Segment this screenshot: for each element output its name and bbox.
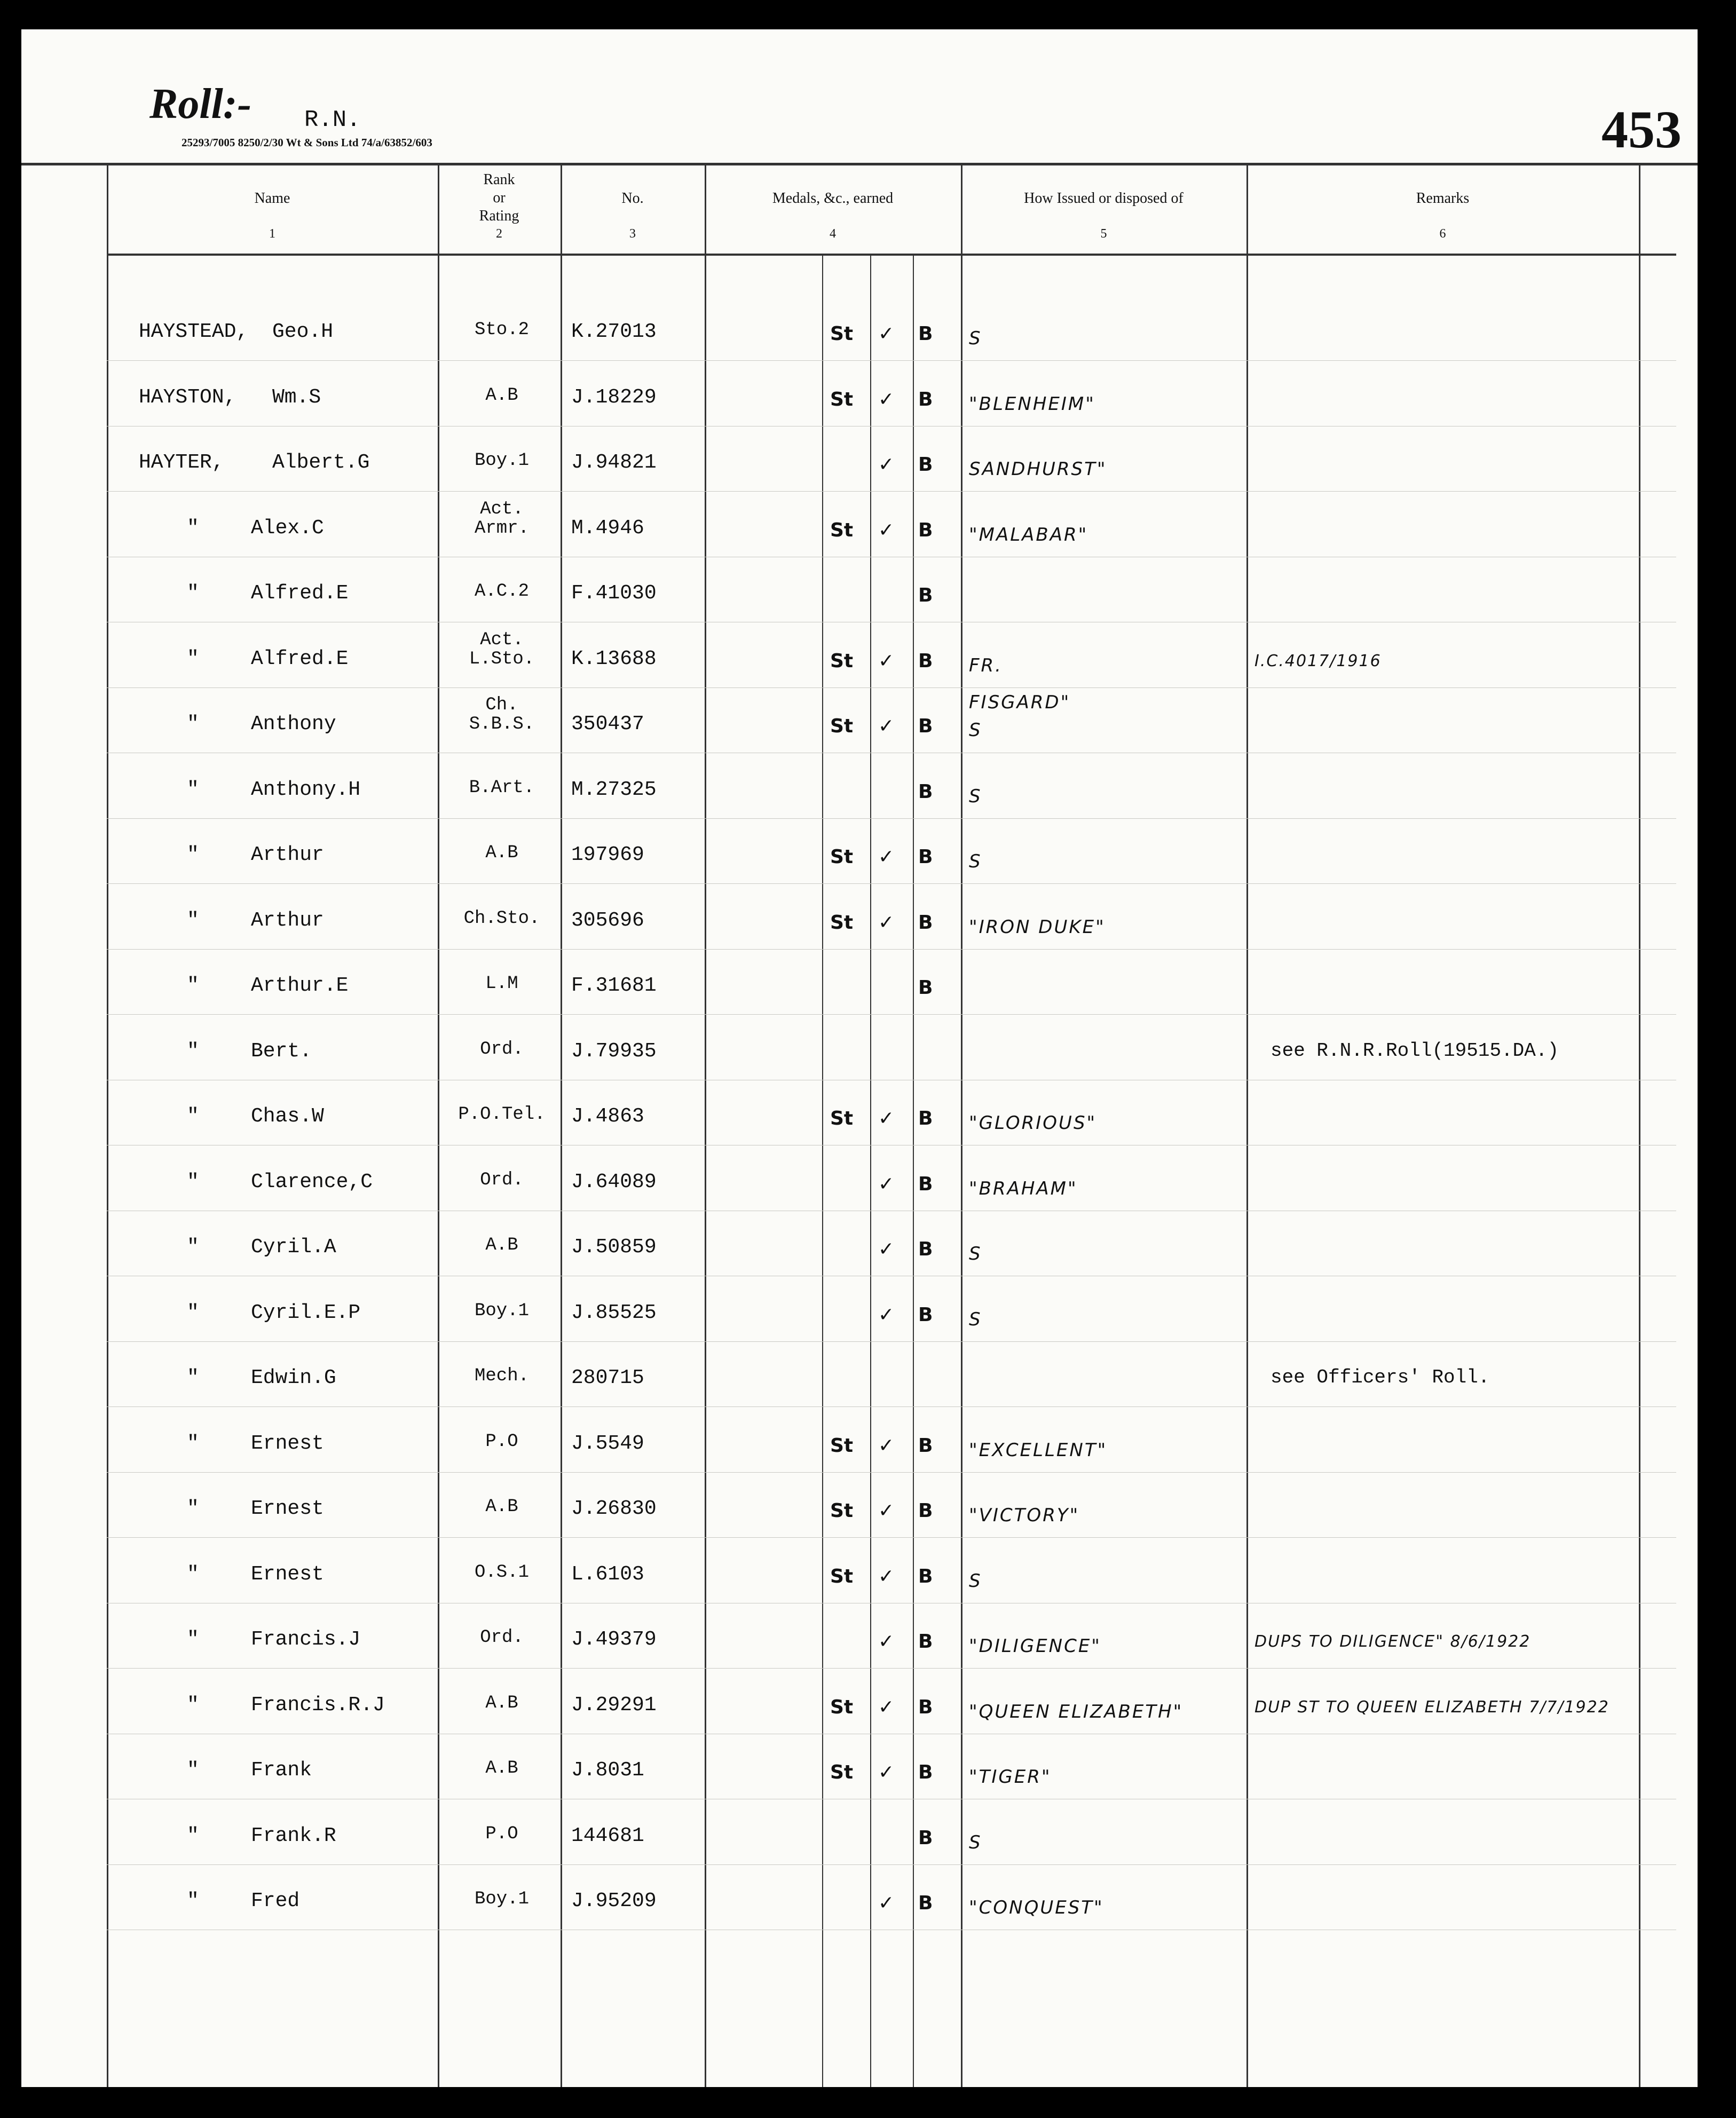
entry-war-medal-tick: ✓ bbox=[878, 1303, 895, 1326]
entry-number: 197969 bbox=[571, 843, 644, 866]
entry-victory-medal: B bbox=[918, 1108, 933, 1129]
entry-issued: S bbox=[969, 1831, 982, 1853]
entry-forename: Frank bbox=[251, 1759, 312, 1782]
entry-victory-medal: B bbox=[918, 1761, 933, 1783]
entry-number: J.50859 bbox=[571, 1236, 657, 1259]
entry-victory-medal: B bbox=[918, 454, 933, 476]
entry-number: 280715 bbox=[571, 1366, 644, 1389]
row-rule bbox=[107, 1341, 1676, 1342]
entry-surname: HAYTER, bbox=[139, 451, 224, 474]
entry-forename: Cyril.E.P bbox=[251, 1301, 361, 1324]
header-top-rule bbox=[21, 163, 1698, 165]
entry-war-medal-tick: ✓ bbox=[878, 1696, 895, 1718]
row-rule bbox=[107, 883, 1676, 884]
column-number: 1 bbox=[269, 227, 275, 241]
entry-forename: Chas.W bbox=[251, 1105, 324, 1128]
entry-rank: Ord. bbox=[480, 1627, 524, 1648]
entry-rank: Ch.Sto. bbox=[463, 908, 540, 929]
entry-rank: A.B bbox=[485, 1693, 518, 1713]
entry-surname: " bbox=[187, 843, 199, 866]
entry-rank: Boy.1 bbox=[474, 1889, 530, 1909]
roll-value: R.N. bbox=[304, 107, 361, 133]
entry-rank: Boy.1 bbox=[474, 451, 530, 471]
entry-war-medal-tick: ✓ bbox=[878, 846, 895, 868]
row-rule bbox=[107, 949, 1676, 950]
entry-forename: Fred bbox=[251, 1890, 300, 1912]
entry-star-medal: St bbox=[830, 1500, 854, 1522]
row-rule bbox=[107, 818, 1676, 819]
entry-forename: Arthur bbox=[251, 908, 324, 932]
column-number: 5 bbox=[1100, 227, 1107, 241]
entry-forename: Frank.R bbox=[251, 1824, 336, 1847]
entry-surname: " bbox=[187, 1039, 199, 1063]
entry-victory-medal: B bbox=[918, 1827, 933, 1849]
entry-surname: " bbox=[187, 582, 199, 605]
page-number: 453 bbox=[1601, 100, 1682, 159]
entry-surname: HAYSTEAD, bbox=[139, 320, 249, 343]
entry-number: J.85525 bbox=[571, 1301, 657, 1324]
entry-forename: Ernest bbox=[251, 1497, 324, 1520]
entry-victory-medal: B bbox=[918, 388, 933, 410]
entry-star-medal: St bbox=[830, 1108, 854, 1129]
entry-surname: " bbox=[187, 908, 199, 932]
row-rule bbox=[107, 687, 1676, 688]
entry-rank: A.B bbox=[485, 1235, 518, 1255]
entry-victory-medal: B bbox=[918, 1500, 933, 1522]
entry-star-medal: St bbox=[830, 1434, 854, 1457]
entry-issued: "IRON DUKE" bbox=[969, 916, 1106, 938]
entry-issued: S bbox=[969, 1570, 982, 1592]
entry-number: J.29291 bbox=[571, 1693, 657, 1717]
entry-number: K.13688 bbox=[571, 647, 657, 670]
entry-surname: " bbox=[187, 1759, 199, 1782]
entry-forename: Clarence,C bbox=[251, 1170, 373, 1194]
entry-victory-medal: B bbox=[918, 1565, 933, 1587]
entry-war-medal-tick: ✓ bbox=[878, 650, 895, 672]
entry-forename: Ernest bbox=[251, 1562, 324, 1586]
entry-number: J.64089 bbox=[571, 1170, 657, 1194]
entry-forename: Alfred.E bbox=[251, 582, 349, 605]
entry-war-medal-tick: ✓ bbox=[878, 1631, 895, 1653]
roll-label: Roll:- bbox=[149, 81, 252, 128]
entry-issued: "VICTORY" bbox=[969, 1505, 1080, 1526]
entry-issued: SANDHURST" bbox=[969, 459, 1107, 480]
entry-remarks: DUPS TO DILIGENCE" 8/6/1922 bbox=[1254, 1632, 1531, 1651]
column-header-name: Name bbox=[254, 190, 290, 207]
entry-issued: "BRAHAM" bbox=[969, 1177, 1078, 1199]
entry-war-medal-tick: ✓ bbox=[878, 1238, 895, 1260]
entry-issued: "EXCELLENT" bbox=[969, 1439, 1108, 1461]
entry-rank: Ord. bbox=[480, 1039, 524, 1060]
entry-surname: " bbox=[187, 713, 199, 736]
entry-number: J.49379 bbox=[571, 1628, 657, 1651]
entry-issued: "BLENHEIM" bbox=[969, 393, 1095, 415]
entry-forename: Francis.R.J bbox=[251, 1693, 385, 1717]
row-rule bbox=[107, 1537, 1676, 1538]
medal-subcolumn-divider bbox=[870, 254, 871, 2087]
entry-number: F.41030 bbox=[571, 582, 657, 605]
column-number: 3 bbox=[629, 227, 636, 241]
entry-forename: Bert. bbox=[251, 1039, 312, 1063]
entry-victory-medal: B bbox=[918, 1696, 933, 1718]
entry-forename: Edwin.G bbox=[251, 1366, 336, 1389]
entry-victory-medal: B bbox=[918, 977, 933, 999]
entry-rank: Sto.2 bbox=[474, 320, 530, 340]
entry-surname: " bbox=[187, 647, 199, 670]
row-rule bbox=[107, 1472, 1676, 1473]
entry-number: J.94821 bbox=[571, 451, 657, 474]
entry-war-medal-tick: ✓ bbox=[878, 1892, 895, 1914]
entry-surname: " bbox=[187, 1432, 199, 1455]
entry-victory-medal: B bbox=[918, 911, 933, 934]
entry-issued: "CONQUEST" bbox=[969, 1897, 1104, 1918]
row-rule bbox=[107, 1864, 1676, 1865]
entry-surname: " bbox=[187, 1301, 199, 1324]
row-rule bbox=[107, 491, 1676, 492]
entry-forename: Francis.J bbox=[251, 1628, 361, 1651]
entry-surname: " bbox=[187, 1497, 199, 1520]
entry-star-medal: St bbox=[830, 1565, 854, 1587]
entry-victory-medal: B bbox=[918, 650, 933, 672]
entry-surname: " bbox=[187, 1562, 199, 1586]
entry-issued: "DILIGENCE" bbox=[969, 1635, 1101, 1657]
entry-forename: Geo.H bbox=[272, 320, 334, 343]
entry-forename: Albert.G bbox=[272, 451, 370, 474]
entry-surname: " bbox=[187, 516, 199, 540]
medal-subcolumn-divider bbox=[822, 254, 823, 2087]
entry-surname: " bbox=[187, 778, 199, 801]
entry-rank: A.B bbox=[485, 843, 518, 863]
entry-number: J.8031 bbox=[571, 1759, 644, 1782]
entry-surname: " bbox=[187, 1236, 199, 1259]
entry-issued: S bbox=[969, 328, 982, 349]
entry-star-medal: St bbox=[830, 911, 854, 934]
print-code: 25293/7005 8250/2/30 Wt & Sons Ltd 74/a/63852/603 bbox=[182, 136, 432, 149]
entry-rank: B.Art. bbox=[469, 777, 535, 798]
column-header-remarks: Remarks bbox=[1416, 190, 1470, 207]
entry-victory-medal: B bbox=[918, 323, 933, 345]
entry-surname: " bbox=[187, 1628, 199, 1651]
entry-number: K.27013 bbox=[571, 320, 657, 343]
entry-forename: Alfred.E bbox=[251, 647, 349, 670]
column-header-medals: Medals, &c., earned bbox=[772, 190, 894, 207]
entry-issued: "QUEEN ELIZABETH" bbox=[969, 1701, 1183, 1722]
entry-number: 350437 bbox=[571, 713, 644, 736]
entry-star-medal: St bbox=[830, 519, 854, 541]
entry-star-medal: St bbox=[830, 846, 854, 868]
entry-surname: " bbox=[187, 1170, 199, 1194]
entry-victory-medal: B bbox=[918, 1892, 933, 1914]
entry-war-medal-tick: ✓ bbox=[878, 911, 895, 934]
entry-number: L.6103 bbox=[571, 1562, 644, 1586]
entry-forename: Cyril.A bbox=[251, 1236, 336, 1259]
column-number: 4 bbox=[830, 227, 836, 241]
entry-star-medal: St bbox=[830, 715, 854, 737]
entry-surname: " bbox=[187, 1693, 199, 1717]
entry-victory-medal: B bbox=[918, 715, 933, 737]
entry-forename: Wm.S bbox=[272, 385, 321, 409]
entry-rank: P.O bbox=[485, 1823, 518, 1844]
entry-rank: O.S.1 bbox=[474, 1562, 530, 1583]
medal-subcolumn-divider bbox=[913, 254, 914, 2087]
entry-issued: S bbox=[969, 1308, 982, 1330]
entry-victory-medal: B bbox=[918, 846, 933, 868]
header-bottom-rule bbox=[107, 254, 1676, 256]
entry-war-medal-tick: ✓ bbox=[878, 519, 895, 541]
entry-victory-medal: B bbox=[918, 1238, 933, 1260]
entry-number: J.79935 bbox=[571, 1039, 657, 1063]
column-number: 2 bbox=[496, 227, 502, 241]
entry-surname: " bbox=[187, 1890, 199, 1912]
column-number: 6 bbox=[1439, 227, 1446, 241]
entry-number: 144681 bbox=[571, 1824, 644, 1847]
entry-star-medal: St bbox=[830, 388, 854, 410]
entry-issued: "GLORIOUS" bbox=[969, 1112, 1097, 1134]
entry-war-medal-tick: ✓ bbox=[878, 454, 895, 476]
entry-forename: Anthony.H bbox=[251, 778, 361, 801]
entry-rank: L.M bbox=[485, 974, 518, 994]
entry-war-medal-tick: ✓ bbox=[878, 1434, 895, 1457]
entry-rank: P.O bbox=[485, 1431, 518, 1452]
entry-remarks: DUP ST TO QUEEN ELIZABETH 7/7/1922 bbox=[1254, 1697, 1609, 1717]
entry-number: M.4946 bbox=[571, 516, 644, 540]
entry-surname: " bbox=[187, 1824, 199, 1847]
entry-star-medal: St bbox=[830, 1696, 854, 1718]
entry-rank: Act. L.Sto. bbox=[469, 629, 535, 669]
entry-issued: "TIGER" bbox=[969, 1766, 1052, 1788]
row-rule bbox=[107, 1014, 1676, 1015]
entry-victory-medal: B bbox=[918, 519, 933, 541]
entry-number: J.18229 bbox=[571, 385, 657, 409]
entry-victory-medal: B bbox=[918, 584, 933, 606]
entry-war-medal-tick: ✓ bbox=[878, 1108, 895, 1129]
entry-rank: Boy.1 bbox=[474, 1300, 530, 1321]
entry-star-medal: St bbox=[830, 650, 854, 672]
entry-issued: S bbox=[969, 1243, 982, 1265]
entry-rank: Ch. S.B.S. bbox=[469, 695, 535, 734]
column-header-rank: Rank or Rating bbox=[479, 171, 519, 224]
entry-number: F.31681 bbox=[571, 974, 657, 997]
entry-rank: Ord. bbox=[480, 1169, 524, 1190]
entry-remarks: see Officers' Roll. bbox=[1271, 1366, 1490, 1388]
entry-remarks: see R.N.R.Roll(19515.DA.) bbox=[1271, 1039, 1559, 1062]
entry-issued: "MALABAR" bbox=[969, 524, 1088, 546]
entry-rank: A.C.2 bbox=[474, 581, 530, 602]
entry-surname: HAYSTON, bbox=[139, 385, 236, 409]
entry-rank: A.B bbox=[485, 1497, 518, 1517]
entry-victory-medal: B bbox=[918, 1631, 933, 1653]
row-rule bbox=[107, 1406, 1676, 1407]
entry-victory-medal: B bbox=[918, 1303, 933, 1326]
entry-remarks: I.C.4017/1916 bbox=[1254, 651, 1382, 670]
row-rule bbox=[107, 360, 1676, 361]
entry-war-medal-tick: ✓ bbox=[878, 323, 895, 345]
entry-rank: Mech. bbox=[474, 1366, 530, 1386]
entry-star-medal: St bbox=[830, 1761, 854, 1783]
entry-surname: " bbox=[187, 1105, 199, 1128]
entry-rank: A.B bbox=[485, 385, 518, 406]
entry-forename: Anthony bbox=[251, 713, 336, 736]
entry-war-medal-tick: ✓ bbox=[878, 388, 895, 410]
entry-issued: S bbox=[969, 851, 982, 872]
entry-star-medal: St bbox=[830, 323, 854, 345]
entry-issued: S bbox=[969, 785, 982, 807]
entry-number: 305696 bbox=[571, 908, 644, 932]
entry-war-medal-tick: ✓ bbox=[878, 1173, 895, 1195]
entry-forename: Arthur bbox=[251, 843, 324, 866]
entry-number: J.26830 bbox=[571, 1497, 657, 1520]
entry-war-medal-tick: ✓ bbox=[878, 1565, 895, 1587]
entry-number: M.27325 bbox=[571, 778, 657, 801]
entry-war-medal-tick: ✓ bbox=[878, 1500, 895, 1522]
entry-number: J.95209 bbox=[571, 1890, 657, 1912]
entry-rank: A.B bbox=[485, 1758, 518, 1779]
entry-war-medal-tick: ✓ bbox=[878, 715, 895, 737]
entry-issued: FISGARD" S bbox=[969, 692, 1071, 741]
entry-victory-medal: B bbox=[918, 1434, 933, 1457]
column-header-issued: How Issued or disposed of bbox=[1024, 190, 1183, 207]
entry-rank: Act. Armr. bbox=[474, 499, 530, 539]
entry-forename: Arthur.E bbox=[251, 974, 349, 997]
entry-rank: P.O.Tel. bbox=[458, 1104, 546, 1125]
entry-surname: " bbox=[187, 974, 199, 997]
column-header-number: No. bbox=[621, 190, 644, 207]
entry-forename: Alex.C bbox=[251, 516, 324, 540]
entry-war-medal-tick: ✓ bbox=[878, 1761, 895, 1783]
entry-forename: Ernest bbox=[251, 1432, 324, 1455]
entry-victory-medal: B bbox=[918, 1173, 933, 1195]
entry-issued: FR. bbox=[969, 654, 1003, 676]
roll-sheet bbox=[21, 29, 1698, 2087]
entry-surname: " bbox=[187, 1366, 199, 1389]
entry-number: J.5549 bbox=[571, 1432, 644, 1455]
row-rule bbox=[107, 1668, 1676, 1669]
entry-victory-medal: B bbox=[918, 780, 933, 803]
entry-number: J.4863 bbox=[571, 1105, 644, 1128]
